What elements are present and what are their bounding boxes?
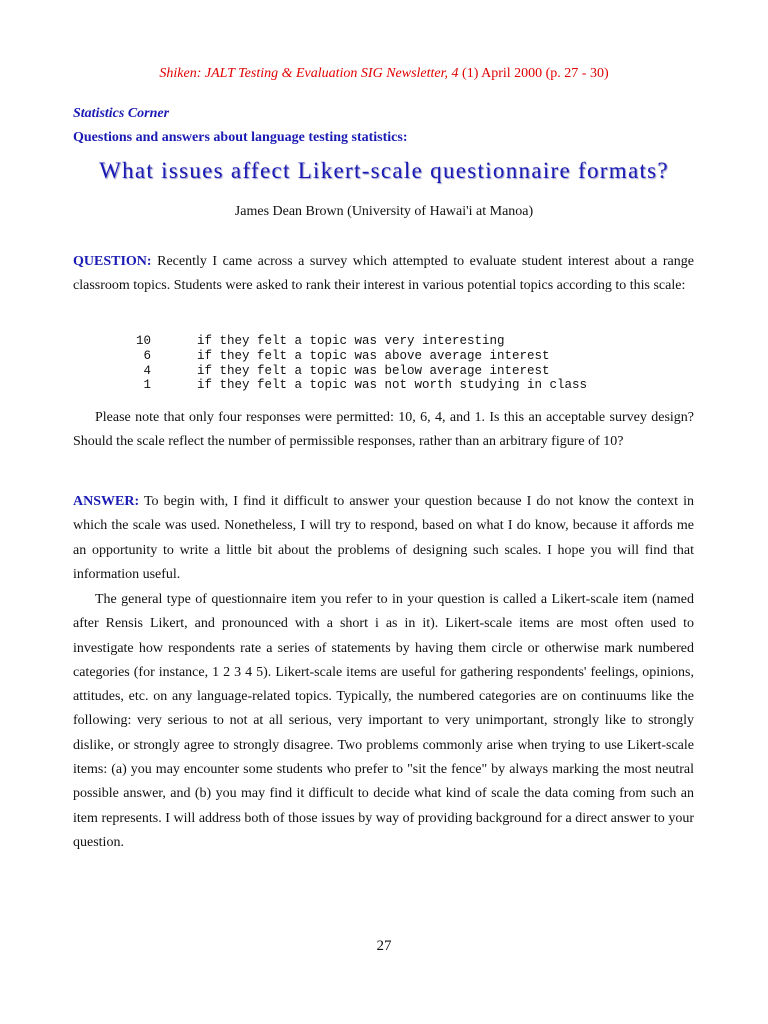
- scale-description: if they felt a topic was below average interest: [197, 363, 550, 378]
- answer-paragraph: [73, 490, 694, 587]
- journal-citation: [0, 66, 768, 82]
- scale-value: 10: [135, 334, 151, 348]
- scale-value: 1: [143, 378, 151, 393]
- scale-value: 4: [143, 363, 151, 378]
- question-label: QUESTION:: [73, 254, 152, 269]
- question-followup-paragraph: Please note that only four responses were permitted: 10, 6, 4, and 1. Is this an acceptable survey design? Should the scale reflect the number of permissible responses, rather than an arbitrary figure of 10?: [73, 410, 694, 450]
- scale-description: if they felt a topic was not worth studying in class: [197, 378, 588, 393]
- scale-description: if they felt a topic was very interesting: [197, 334, 505, 348]
- question-text: Recently I came across a survey which attempted to evaluate student interest about a range classroom topics. Students were asked to rank their interest in various potential topics according to this scale:: [73, 254, 694, 294]
- author-line: James Dean Brown (University of Hawai'i at Manoa): [234, 204, 534, 219]
- rating-scale: [133, 334, 587, 393]
- scale-row: [133, 364, 587, 379]
- article-title: What issues affect Likert-scale questionnaire formats?: [99, 158, 669, 183]
- scale-row: [133, 334, 587, 349]
- section-heading: Statistics Corner: [73, 106, 170, 121]
- citation-journal: Shiken: JALT Testing & Evaluation SIG Newsletter, 4: [159, 66, 459, 81]
- page-number: 27: [376, 938, 392, 954]
- scale-value: 6: [143, 348, 151, 363]
- answer-text: To begin with, I find it difficult to answer your question because I do not know the context in which the scale was used. Nonetheless, I will try to respond, based on what I do know, because it affords me an opportunity to write a little bit about the problems of designing such scales. I hope you will find that information useful.: [73, 494, 694, 582]
- question-paragraph: [73, 250, 694, 299]
- scale-row: [133, 378, 587, 393]
- answer-paragraph-2: The general type of questionnaire item you refer to in your question is called a Likert-scale item (named after Rensis Likert, and pronounced with a short i as in it). Likert-scale items are most often used to investigate how respondents rate a series of statements by having them circle or otherwise mark numbered categories (for instance, 1 2 3 4 5). Likert-scale items are useful for gathering respondents' feelings, opinions, attitudes, etc. on any language-related topics. Typically, the numbered categories are on continuums like the following: very serious to not at all serious, very important to very unimportant, strongly like to strongly dislike, or strongly agree to strongly disagree. Two problems commonly arise when trying to use Likert-scale items: (a) you may encounter some students who prefer to "sit the fence" by always marking the most neutral possible answer, and (b) you may find it difficult to decide what kind of scale the data coming from such an item represents. I will address both of those issues by way of providing background for a direct answer to your question.: [73, 592, 694, 850]
- scale-row: [133, 349, 587, 364]
- citation-issue: (1) April 2000 (p. 27 - 30): [458, 66, 609, 81]
- answer-label: ANSWER:: [73, 494, 140, 509]
- column-subtitle: Questions and answers about language testing statistics:: [73, 130, 408, 145]
- scale-description: if they felt a topic was above average interest: [197, 348, 550, 363]
